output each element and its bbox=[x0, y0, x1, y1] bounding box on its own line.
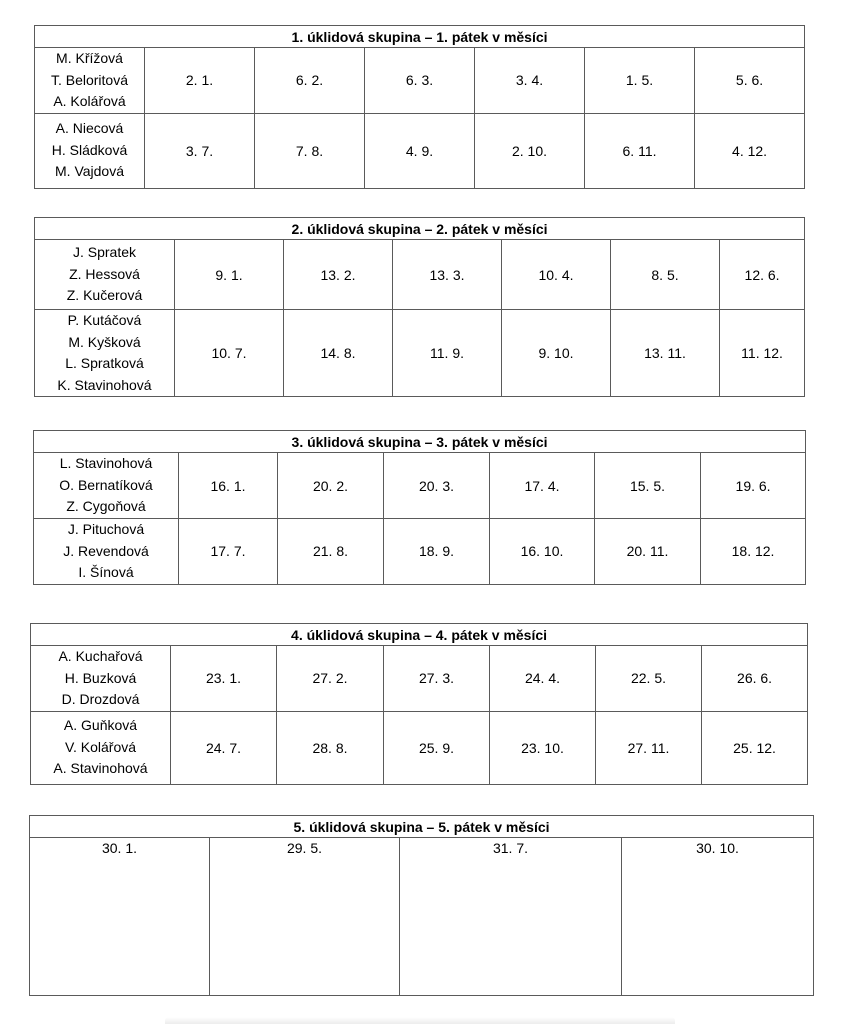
cleaning-date: 20. 11. bbox=[595, 519, 701, 585]
cleaning-date: 1. 5. bbox=[585, 48, 695, 114]
page-edge-shadow bbox=[165, 1017, 675, 1024]
cleaning-date: 17. 4. bbox=[490, 453, 595, 519]
group-4-row-2-names bbox=[31, 711, 171, 784]
cleaning-date: 10. 4. bbox=[502, 240, 611, 310]
member-name: A. Stavinohová bbox=[53, 760, 148, 777]
group-1-row-2-names bbox=[35, 113, 145, 188]
cleaning-date: 25. 12. bbox=[702, 711, 808, 784]
group-2-row-2-names bbox=[35, 310, 175, 397]
member-name: A. Kuchařová bbox=[58, 648, 143, 664]
cleaning-date: 24. 4. bbox=[490, 646, 596, 712]
group-2-table bbox=[34, 217, 805, 397]
cleaning-date: 30. 10. bbox=[622, 838, 814, 996]
cleaning-date: 25. 9. bbox=[384, 711, 490, 784]
member-name: M. Vajdová bbox=[55, 163, 124, 180]
cleaning-date: 23. 1. bbox=[171, 646, 277, 712]
group-2-title: 2. úklidová skupina – 2. pátek v měsíci bbox=[35, 218, 805, 240]
cleaning-date: 23. 10. bbox=[490, 711, 596, 784]
cleaning-date: 14. 8. bbox=[284, 310, 393, 397]
member-name: A. Niecová bbox=[55, 120, 124, 137]
member-name: L. Stavinohová bbox=[59, 455, 153, 472]
cleaning-date: 13. 3. bbox=[393, 240, 502, 310]
cleaning-date: 13. 11. bbox=[611, 310, 720, 397]
cleaning-date: 9. 1. bbox=[175, 240, 284, 310]
cleaning-date: 26. 6. bbox=[702, 646, 808, 712]
cleaning-date: 3. 4. bbox=[475, 48, 585, 114]
member-name: M. Křížová bbox=[56, 50, 123, 66]
member-name: J. Revendová bbox=[63, 542, 149, 559]
cleaning-date: 16. 1. bbox=[179, 453, 278, 519]
member-name: V. Kolářová bbox=[64, 738, 137, 755]
member-name: T. Beloritová bbox=[50, 71, 129, 88]
group-3-row-1-names bbox=[34, 453, 179, 519]
member-name: O. Bernatíková bbox=[59, 476, 153, 493]
cleaning-date: 6. 2. bbox=[255, 48, 365, 114]
group-1-row-1-names bbox=[35, 48, 145, 114]
cleaning-date: 17. 7. bbox=[179, 519, 278, 585]
member-name: Z. Hessová bbox=[69, 265, 140, 282]
cleaning-date: 20. 2. bbox=[278, 453, 384, 519]
member-name: M. Kyšková bbox=[68, 333, 141, 350]
cleaning-date: 27. 3. bbox=[384, 646, 490, 712]
member-name: P. Kutáčová bbox=[67, 312, 142, 328]
cleaning-date: 29. 5. bbox=[210, 838, 400, 996]
cleaning-date: 16. 10. bbox=[490, 519, 595, 585]
member-name: Z. Kučerová bbox=[66, 287, 143, 304]
cleaning-date: 2. 10. bbox=[475, 113, 585, 188]
cleaning-date: 18. 12. bbox=[701, 519, 806, 585]
member-name: I. Šínová bbox=[78, 564, 134, 580]
member-name: Z. Cygoňová bbox=[66, 498, 146, 515]
cleaning-date: 11. 9. bbox=[393, 310, 502, 397]
group-2-row-1-names bbox=[35, 240, 175, 310]
cleaning-date: 6. 3. bbox=[365, 48, 475, 114]
group-4-title: 4. úklidová skupina – 4. pátek v měsíci bbox=[31, 624, 808, 646]
cleaning-date: 4. 12. bbox=[695, 113, 805, 188]
cleaning-date: 11. 12. bbox=[720, 310, 805, 397]
cleaning-date: 30. 1. bbox=[30, 838, 210, 996]
member-name: H. Buzková bbox=[64, 669, 137, 686]
cleaning-date: 5. 6. bbox=[695, 48, 805, 114]
group-5-title: 5. úklidová skupina – 5. pátek v měsíci bbox=[30, 816, 814, 838]
group-1-title: 1. úklidová skupina – 1. pátek v měsíci bbox=[35, 26, 805, 48]
group-3-table bbox=[33, 430, 806, 585]
cleaning-date: 7. 8. bbox=[255, 113, 365, 188]
cleaning-date: 2. 1. bbox=[145, 48, 255, 114]
group-4-row-1-names bbox=[31, 646, 171, 712]
cleaning-date: 9. 10. bbox=[502, 310, 611, 397]
cleaning-date: 27. 11. bbox=[596, 711, 702, 784]
group-4-table bbox=[30, 623, 808, 785]
member-name: J. Pituchová bbox=[67, 521, 145, 537]
cleaning-date: 18. 9. bbox=[384, 519, 490, 585]
cleaning-date: 10. 7. bbox=[175, 310, 284, 397]
group-3-row-2-names bbox=[34, 519, 179, 585]
member-name: D. Drozdová bbox=[61, 691, 140, 707]
group-3-title: 3. úklidová skupina – 3. pátek v měsíci bbox=[34, 431, 806, 453]
cleaning-date: 20. 3. bbox=[384, 453, 490, 519]
group-5-table bbox=[29, 815, 814, 996]
cleaning-date: 6. 11. bbox=[585, 113, 695, 188]
member-name: A. Kolářová bbox=[53, 93, 126, 109]
cleaning-date: 22. 5. bbox=[596, 646, 702, 712]
cleaning-date: 19. 6. bbox=[701, 453, 806, 519]
cleaning-date: 8. 5. bbox=[611, 240, 720, 310]
cleaning-date: 24. 7. bbox=[171, 711, 277, 784]
group-1-table bbox=[34, 25, 805, 189]
cleaning-date: 28. 8. bbox=[277, 711, 384, 784]
cleaning-date: 15. 5. bbox=[595, 453, 701, 519]
member-name: L. Spratková bbox=[65, 355, 144, 371]
member-name: J. Spratek bbox=[72, 244, 137, 261]
cleaning-date: 3. 7. bbox=[145, 113, 255, 188]
cleaning-date: 13. 2. bbox=[284, 240, 393, 310]
cleaning-date: 12. 6. bbox=[720, 240, 805, 310]
member-name: K. Stavinohová bbox=[57, 376, 152, 393]
member-name: A. Guňková bbox=[63, 717, 138, 734]
member-name: H. Sládková bbox=[51, 141, 128, 158]
cleaning-date: 4. 9. bbox=[365, 113, 475, 188]
cleaning-date: 27. 2. bbox=[277, 646, 384, 712]
cleaning-date: 21. 8. bbox=[278, 519, 384, 585]
cleaning-date: 31. 7. bbox=[400, 838, 622, 996]
